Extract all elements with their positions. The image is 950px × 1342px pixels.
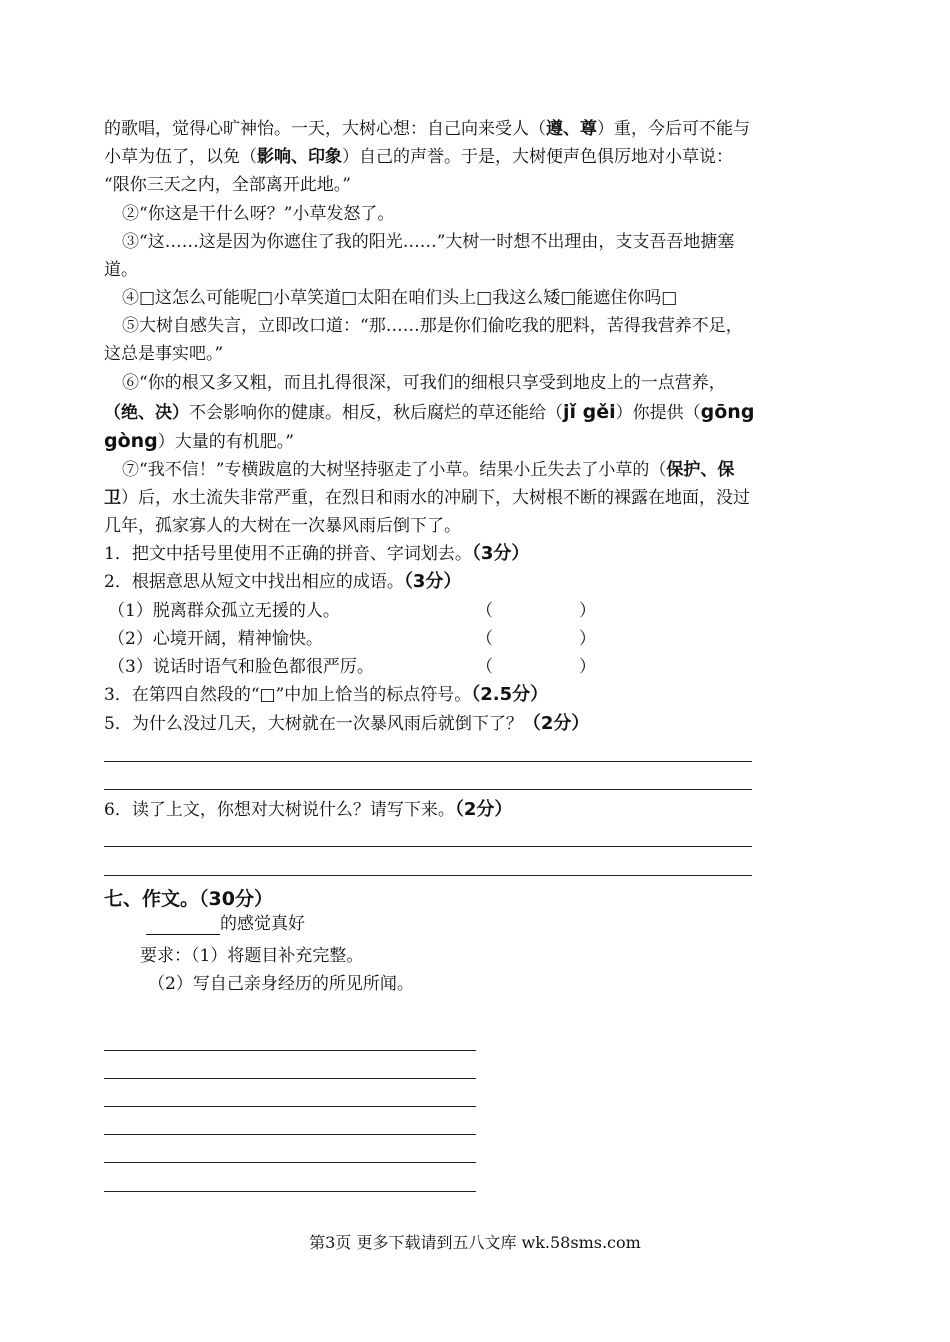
answer-line[interactable] [104,789,752,790]
answer-paren-right: ） [579,657,596,677]
question-2: 2．根据意思从短文中找出相应的成语。（3分） [104,571,462,592]
paragraph-7: ⑦“我不信！”专横跋扈的大树坚持驱走了小草。结果小丘失去了小草的（保护、保 [122,460,735,480]
paragraph-6: ⑥“你的根又多又粗，而且扎得很深，可我们的细根只享受到地皮上的一点营养， [122,373,726,393]
composition-title: 的感觉真好 [146,913,305,935]
passage-line: 的歌唱，觉得心旷神怡。一天，大树心想：自己向来受人（遵、尊）重，今后可不能与 [104,119,750,139]
passage-line: 卫）后，水土流失非常严重，在烈日和雨水的冲刷下，大树根不断的裸露在地面，没过 [104,488,750,508]
answer-line[interactable] [104,761,752,762]
passage-line: 道。 [104,260,138,280]
paragraph-2: ②“你这是干什么呀？”小草发怒了。 [122,204,395,224]
passage-line: 这总是事实吧。” [104,344,224,364]
title-blank[interactable] [146,916,220,935]
paragraph-3: ③“这……这是因为你遮住了我的阳光……”大树一时想不出理由，支支吾吾地搪塞 [122,232,735,252]
writing-line[interactable] [104,1106,476,1107]
answer-line[interactable] [104,846,752,847]
question-2-item: （3）说话时语气和脸色都很严厉。 [108,657,374,677]
passage-line: gòng）大量的有机肥。” [104,430,294,452]
page-footer: 第3页 更多下载请到五八文库 wk.58sms.com [309,1233,641,1252]
writing-line[interactable] [104,1078,476,1079]
question-1: 1．把文中括号里使用不正确的拼音、字词划去。（3分） [104,543,530,564]
passage-line: （绝、决）不会影响你的健康。相反，秋后腐烂的草还能给（jǐ gěi）你提供（gōng [104,401,755,423]
composition-heading: 七、作文。（30分） [104,888,273,910]
question-5: 5．为什么没过几天，大树就在一次暴风雨后就倒下了？（2分） [104,713,590,734]
paragraph-5: ⑤大树自感失言，立即改口道：“那……那是你们偷吃我的肥料，苦得我营养不足， [122,316,743,336]
answer-paren-right: ） [579,601,596,621]
requirement-1: 要求：（1）将题目补充完整。 [140,946,364,966]
passage-line: 几年，孤家寡人的大树在一次暴风雨后倒下了。 [104,516,461,536]
question-2-item: （2）心境开阔，精神愉快。 [108,629,323,649]
question-6: 6．读了上文，你想对大树说什么？请写下来。（2分） [104,799,513,820]
question-2-item: （1）脱离群众孤立无援的人。 [108,601,340,621]
paragraph-4: ④□这怎么可能呢□小草笑道□太阳在咱们头上□我这么矮□能遮住你吗□ [122,288,678,308]
passage-line: “限你三天之内，全部离开此地。” [104,175,351,195]
answer-paren-left: （ [476,629,493,649]
writing-line[interactable] [104,1162,476,1163]
writing-line[interactable] [104,1134,476,1135]
answer-paren-left: （ [476,601,493,621]
requirement-2: （2）写自己亲身经历的所见所闻。 [148,974,414,994]
writing-line[interactable] [104,1191,476,1192]
writing-line[interactable] [104,1050,476,1051]
passage-line: 小草为伍了，以免（影响、印象）自己的声誉。于是，大树便声色俱厉地对小草说： [104,147,733,167]
answer-paren-left: （ [476,657,493,677]
answer-line[interactable] [104,875,752,876]
answer-paren-right: ） [579,629,596,649]
question-3: 3．在第四自然段的“□”中加上恰当的标点符号。（2.5分） [104,684,549,705]
